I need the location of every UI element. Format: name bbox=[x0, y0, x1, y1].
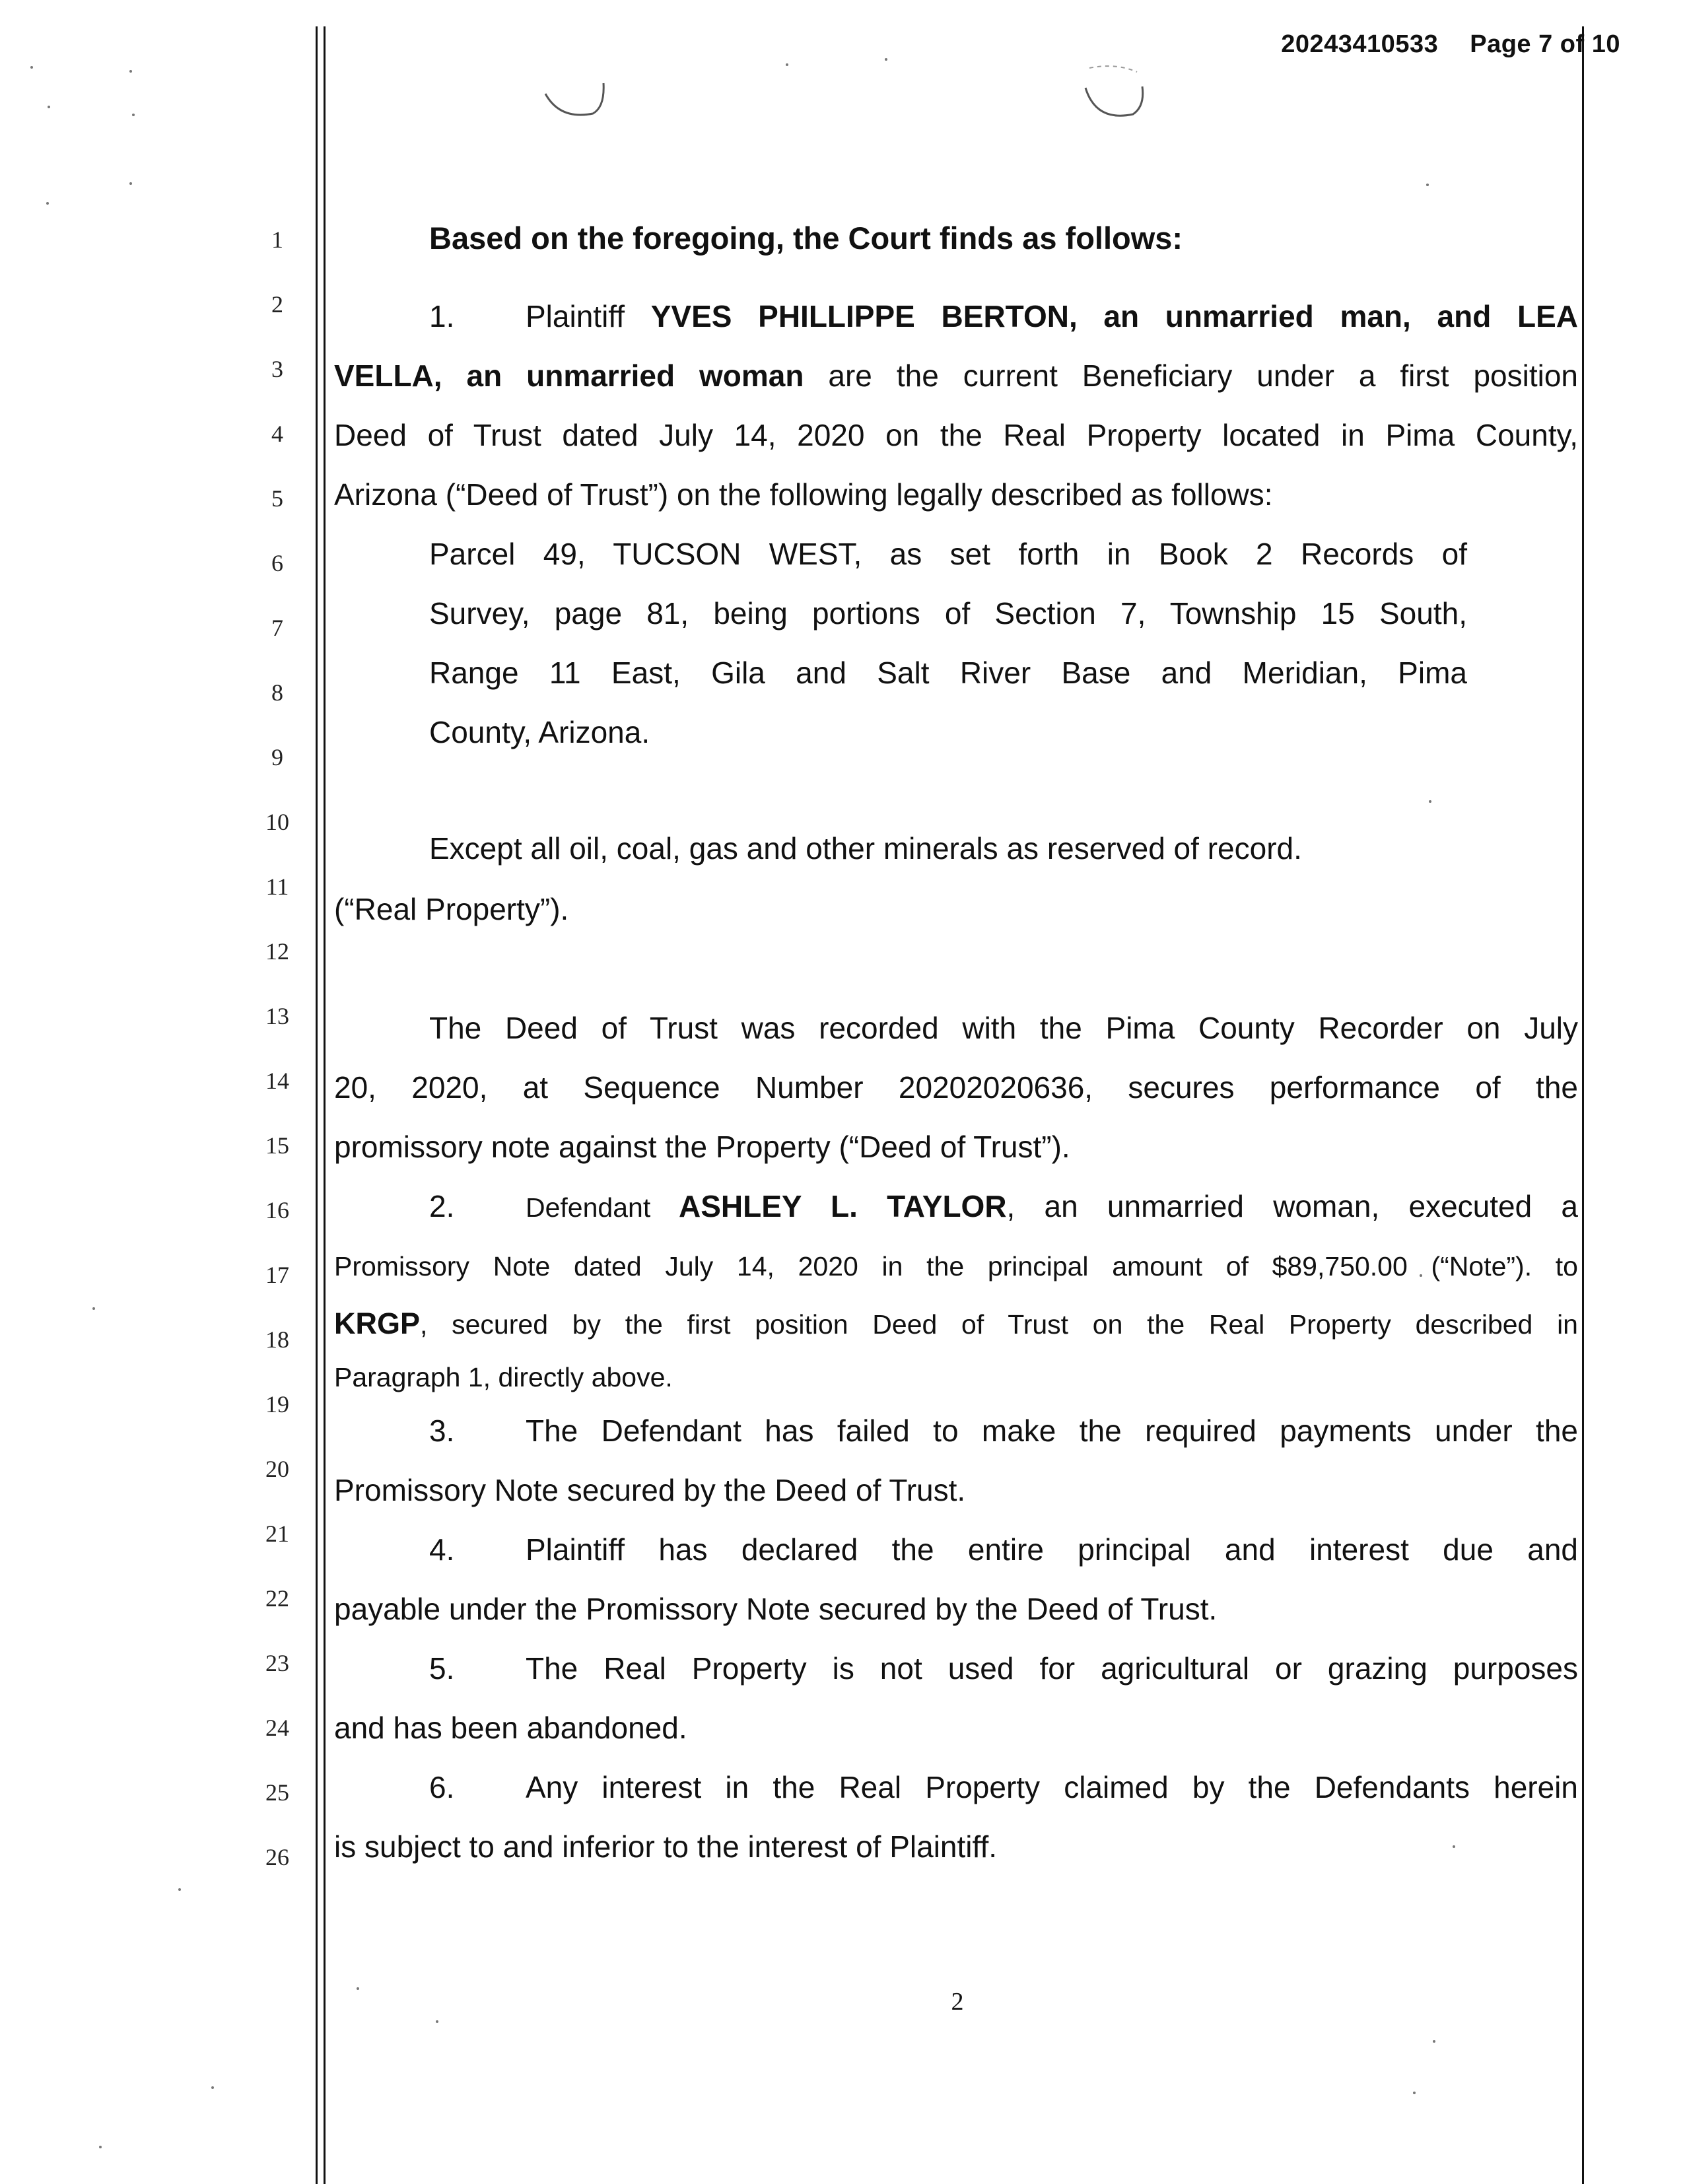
line-number: 8 bbox=[271, 679, 283, 706]
p3-line-1 bbox=[429, 1413, 1578, 1449]
p2-number: 2. bbox=[429, 1189, 455, 1223]
p1-line-1 bbox=[429, 298, 1578, 335]
scan-speck bbox=[99, 2146, 102, 2148]
line-number: 22 bbox=[265, 1585, 289, 1612]
p1-text: Plaintiff bbox=[526, 299, 651, 333]
line-number: 26 bbox=[265, 1844, 289, 1870]
p4-number: 4. bbox=[429, 1532, 455, 1567]
p1-number: 1. bbox=[429, 299, 455, 333]
p2-line-1 bbox=[429, 1188, 1578, 1225]
line-number: 12 bbox=[265, 938, 289, 965]
scan-speck bbox=[132, 114, 135, 116]
p5-text: The Real Property is not used for agricultural or grazing purposes bbox=[526, 1651, 1578, 1686]
p6-number: 6. bbox=[429, 1770, 455, 1804]
line-number: 17 bbox=[265, 1262, 289, 1288]
line-number: 19 bbox=[265, 1391, 289, 1417]
p2-text: , secured by the first position Deed of Trust on the Real Property described in bbox=[420, 1309, 1578, 1340]
line-number: 6 bbox=[271, 550, 283, 576]
line-number: 9 bbox=[271, 744, 283, 770]
p3-number: 3. bbox=[429, 1414, 455, 1448]
line-number: 2 bbox=[271, 291, 283, 318]
p4-line-2: payable under the Promissory Note secured by the Deed of Trust. bbox=[334, 1592, 1218, 1626]
line-number: 15 bbox=[265, 1132, 289, 1159]
p1-plaintiff-names-cont: VELLA, an unmarried woman bbox=[334, 358, 804, 393]
line-number: 21 bbox=[265, 1520, 289, 1547]
scan-speck bbox=[1413, 2092, 1416, 2094]
scan-speck bbox=[92, 1307, 95, 1310]
p4-text: Plaintiff has declared the entire principal and interest due and bbox=[526, 1532, 1578, 1567]
p5-number: 5. bbox=[429, 1651, 455, 1686]
p2-line-2: Promissory Note dated July 14, 2020 in the principal amount of $89,750.00 (“Note”). to bbox=[334, 1251, 1578, 1281]
footer-page-number: 2 bbox=[951, 1988, 964, 2016]
scan-speck bbox=[178, 1888, 181, 1891]
scan-speck bbox=[885, 58, 887, 61]
recording-number: 20243410533 bbox=[1281, 30, 1439, 58]
scan-speck bbox=[436, 2020, 438, 2023]
line-number: 11 bbox=[265, 873, 289, 900]
p2-defendant-name: ASHLEY L. TAYLOR bbox=[679, 1189, 1007, 1223]
left-margin-rule-outer bbox=[316, 26, 318, 2184]
scan-speck bbox=[1433, 2040, 1435, 2043]
line-number: 25 bbox=[265, 1779, 289, 1806]
recorded-line-2: 20, 2020, at Sequence Number 20202020636, secures performance of the bbox=[334, 1070, 1578, 1105]
p5-line-2: and has been abandoned. bbox=[334, 1711, 687, 1745]
scan-speck bbox=[1453, 1845, 1455, 1848]
p2-line-4: Paragraph 1, directly above. bbox=[334, 1362, 673, 1392]
p4-line-1 bbox=[429, 1532, 1578, 1568]
legal-desc-line-2: Survey, page 81, being portions of Section 7, Township 15 South, bbox=[429, 596, 1467, 631]
legal-desc-line-4: County, Arizona. bbox=[429, 715, 650, 749]
recorded-line-3: promissory note against the Property (“Deed of Trust”). bbox=[334, 1130, 1070, 1164]
p1-line-4: Arizona (“Deed of Trust”) on the following legally described as follows: bbox=[334, 477, 1273, 512]
scan-speck bbox=[1426, 184, 1429, 186]
hole-punch-mark-left bbox=[540, 74, 613, 127]
line-number: 7 bbox=[271, 615, 283, 641]
line-number: 18 bbox=[265, 1326, 289, 1353]
p6-line-2: is subject to and inferior to the interest of Plaintiff. bbox=[334, 1829, 998, 1864]
right-margin-rule bbox=[1582, 26, 1584, 2184]
line-number: 4 bbox=[271, 421, 283, 447]
line-number: 20 bbox=[265, 1456, 289, 1482]
scan-speck bbox=[46, 202, 49, 205]
p3-text: The Defendant has failed to make the required payments under the bbox=[526, 1414, 1578, 1448]
p2-text: , an unmarried woman, executed a bbox=[1006, 1189, 1578, 1223]
left-margin-rule-inner bbox=[324, 26, 326, 2184]
p1-line-3: Deed of Trust dated July 14, 2020 on the Real Property located in Pima County, bbox=[334, 418, 1578, 452]
scan-speck bbox=[129, 70, 132, 73]
line-number: 24 bbox=[265, 1715, 289, 1741]
p5-line-1 bbox=[429, 1651, 1578, 1687]
legal-desc-line-1: Parcel 49, TUCSON WEST, as set forth in Book 2 Records of bbox=[429, 537, 1467, 571]
line-number: 10 bbox=[265, 809, 289, 835]
line-number: 13 bbox=[265, 1003, 289, 1029]
recorded-line-1: The Deed of Trust was recorded with the Pima County Recorder on July bbox=[429, 1011, 1578, 1045]
real-property-label: (“Real Property”). bbox=[334, 892, 569, 926]
p1-plaintiff-names: YVES PHILLIPPE BERTON, an unmarried man, and LEA bbox=[650, 299, 1578, 333]
findings-heading: Based on the foregoing, the Court finds as follows: bbox=[429, 221, 1183, 256]
hole-punch-mark-right bbox=[1076, 63, 1155, 129]
page-label: Page 7 of 10 bbox=[1470, 30, 1620, 58]
legal-desc-line-3: Range 11 East, Gila and Salt River Base and Meridian, Pima bbox=[429, 656, 1467, 690]
p3-line-2: Promissory Note secured by the Deed of Trust. bbox=[334, 1473, 966, 1507]
line-number: 16 bbox=[265, 1197, 289, 1223]
line-number: 3 bbox=[271, 356, 283, 382]
scan-speck bbox=[211, 2086, 214, 2089]
line-number: 23 bbox=[265, 1650, 289, 1676]
p6-text: Any interest in the Real Property claimed by the Defendants herein bbox=[526, 1770, 1578, 1804]
scan-speck bbox=[48, 106, 50, 108]
mineral-exception: Except all oil, coal, gas and other minerals as reserved of record. bbox=[429, 831, 1302, 866]
line-number: 1 bbox=[271, 226, 283, 253]
p2-line-3 bbox=[334, 1306, 1578, 1342]
line-number: 5 bbox=[271, 485, 283, 512]
scan-speck bbox=[1429, 800, 1431, 803]
p1-text: are the current Beneficiary under a first position bbox=[804, 358, 1578, 393]
line-number: 14 bbox=[265, 1068, 289, 1094]
scan-speck bbox=[30, 66, 33, 69]
p2-text: Defendant bbox=[526, 1192, 679, 1223]
scan-speck bbox=[786, 63, 788, 66]
scan-speck bbox=[129, 182, 132, 185]
document-header bbox=[1281, 30, 1620, 59]
scan-speck bbox=[357, 1987, 359, 1990]
p2-payee: KRGP bbox=[334, 1307, 421, 1340]
p1-line-2 bbox=[334, 358, 1578, 394]
p6-line-1 bbox=[429, 1769, 1578, 1806]
